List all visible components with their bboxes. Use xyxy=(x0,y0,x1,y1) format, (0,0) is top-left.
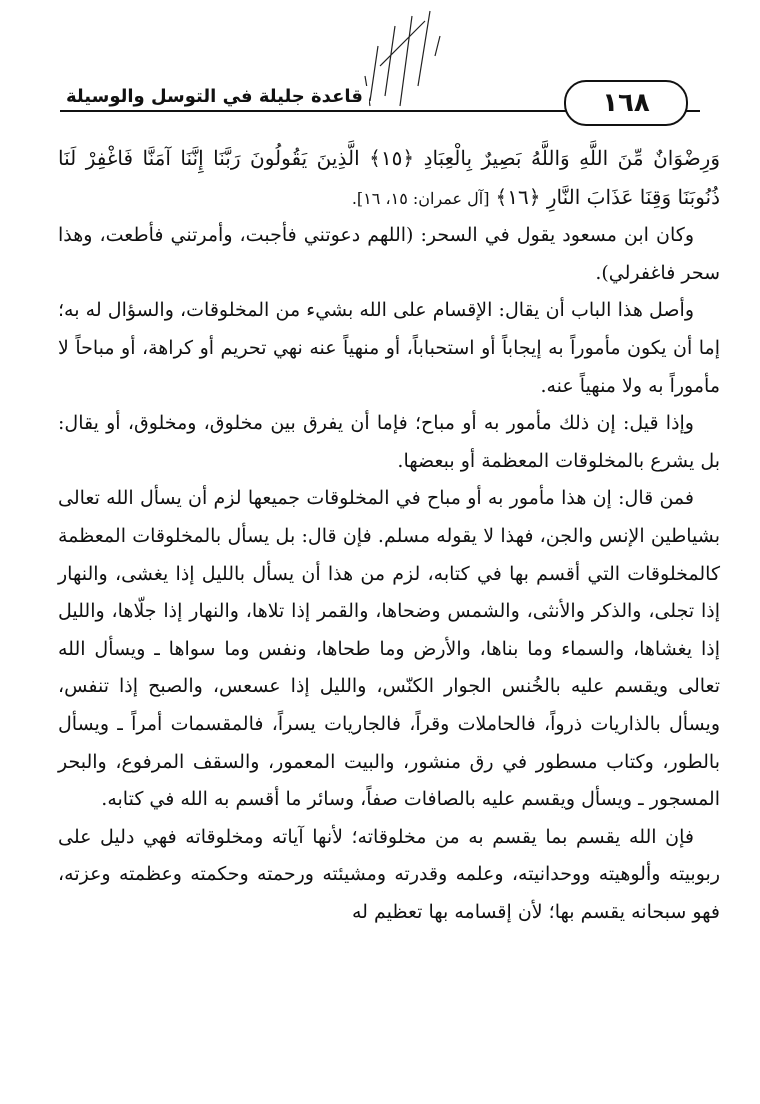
paragraph: فإن الله يقسم بما يقسم به من مخلوقاته؛ لأنها آياته ومخلوقاته فهي دليل على ربوبيته وألوهيته ووحدانيته، وعلمه وقدرته ومشيئته ورحمته وحكمته وعظمته وعزته، فهو سبحانه يقسم بها؛ لأن إقسامه بها تعظيم له xyxy=(58,825,720,923)
verse-reference: [آل عمران: ١٥، ١٦]. xyxy=(351,188,490,208)
running-title: قاعدة جليلة في التوسل والوسيلة xyxy=(60,86,369,107)
verse-block xyxy=(58,140,720,217)
paragraph: وكان ابن مسعود يقول في السحر: (اللهم دعوتني فأجبت، وأمرتني فأطعت، وهذا سحر فاغفرلي). xyxy=(58,224,720,284)
paragraph: وأصل هذا الباب أن يقال: الإقسام على الله بشيء من المخلوقات، والسؤال له به؛ إما أن يكون مأموراً به إيجاباً أو استحباباً، أو منهياً عنه نهي تحريم أو كراهة، أو مباحاً لا مأموراً به ولا منهياً عنه. xyxy=(58,299,720,397)
paragraph: وإذا قيل: إن ذلك مأمور به أو مباح؛ فإما أن يفرق بين مخلوق، ومخلوق، أو يقال: بل يشرع بالمخلوقات المعظمة أو ببعضها. xyxy=(58,412,720,472)
quran-verse: وَرِضْوَانٌ مِّنَ اللَّهِ وَاللَّهُ بَصِيرٌ بِالْعِبَادِ ﴿١٥﴾ الَّذِينَ يَقُولُونَ رَبَّنَا إِنَّنَا آمَنَّا فَاغْفِرْ لَنَا ذُنُوبَنَا وَقِنَا عَذَابَ النَّارِ ﴿١٦﴾ xyxy=(58,146,720,209)
paragraph: فمن قال: إن هذا مأمور به أو مباح في المخلوقات جميعها لزم أن يسأل الله تعالى بشياطين الإنس والجن، فهذا لا يقوله مسلم. فإن قال: بل يسأل بالمخلوقات المعظمة كالمخلوقات التي أقسم بها في كتابه، لزم من هذا أن يسأل بالليل إذا يغشى، والنهار إذا تجلى، والذكر والأنثى، والشمس وضحاها، والقمر إذا تلاها، والنهار إذا جلّاها، والليل إذا يغشاها، والسماء وما بناها، والأرض وما طحاها، ونفس وما سواها ـ ويسأل الله تعالى ويقسم عليه بالخُنس الجوار الكنّس، والليل إذا عسعس، والصبح إذا تنفس، ويسأل بالذاريات ذرواً، فالحاملات وقراً، فالجاريات يسراً، فالمقسمات أمراً ـ ويسأل بالطور، وكتاب مسطور في رق منشور، والبيت المعمور، والسقف المرفوع، والبحر المسجور ـ ويسأل ويقسم عليه بالصافات صفاً، وسائر ما أقسم به الله في كتابه. xyxy=(58,487,720,811)
page-number: ١٦٨ xyxy=(564,80,688,126)
page-body xyxy=(58,140,720,1092)
page-header xyxy=(60,80,700,130)
